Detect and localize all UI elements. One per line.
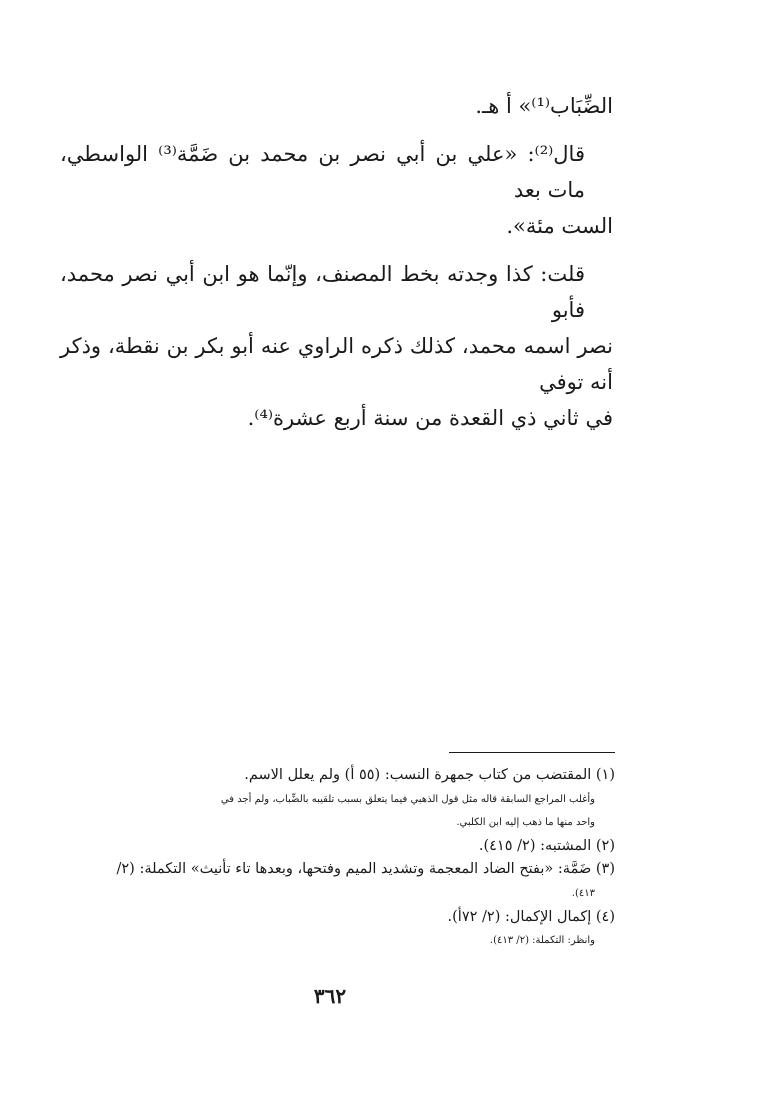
text-line: في ثاني ذي القعدة من سنة أربع عشرة⁽⁴⁾. [247, 406, 613, 430]
footnote-line: (٤) إكمال الإكمال: (٢/ ٧٢أ). [447, 908, 615, 925]
paragraph-1 [60, 88, 613, 124]
paragraph-3 [60, 256, 613, 328]
footnote-line: (٢) المشتبه: (٢/ ٤١٥). [478, 837, 615, 854]
text-line: الست مئة». [506, 214, 613, 238]
paragraph-3-continuation [60, 328, 613, 436]
main-text [60, 88, 613, 448]
footnote-line: وانظر: التكملة: (٢/ ٤١٣). [489, 935, 595, 947]
footnote-line: (٣) ضَمَّة: «بفتح الضاد المعجمة وتشديد الميم وفتحها، وبعدها تاء تأنيث» التكملة: (٢/ [116, 861, 615, 878]
paragraph-2 [60, 136, 613, 208]
footnote-line: واحد منها ما ذهب إليه ابن الكلبي. [456, 817, 595, 829]
text-line: نصر اسمه محمد، كذلك ذكره الراوي عنه أبو بكر بن نقطة، وذكر أنه توفي [60, 334, 613, 394]
footnote-line: وأغلب المراجع السابقة قاله مثل قول الذهبي فيما يتعلق بسبب تلقيبه بالضِّباب، ولم أجد في [220, 793, 595, 805]
paragraph-2-continuation [60, 208, 613, 244]
page-number: ٣٦٢ [313, 984, 347, 1008]
footnotes [52, 764, 615, 953]
text-line: الضِّبَاب⁽¹⁾» أ هـ. [475, 94, 613, 118]
footnote-line: (١) المقتضب من كتاب جمهرة النسب: (٥٥ أ) ولم يعلل الاسم. [244, 767, 615, 783]
text-line: قلت: كذا وجدته بخط المصنف، وإنّما هو ابن أبي نصر محمد، فأبو [60, 262, 585, 322]
text-line: قال⁽²⁾: «علي بن أبي نصر بن محمد بن ضَمَّة⁽³⁾ الواسطي، مات بعد [60, 142, 585, 202]
footnote-line: ٤١٣). [571, 887, 595, 899]
footnote-separator [449, 752, 615, 753]
